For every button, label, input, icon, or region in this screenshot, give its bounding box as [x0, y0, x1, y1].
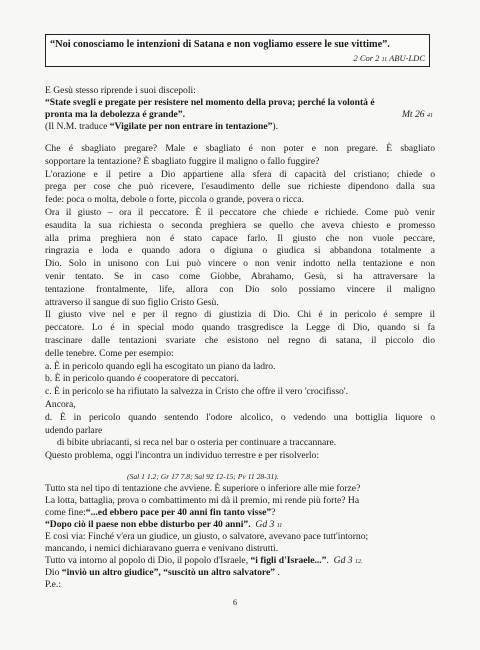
page-number: 6	[233, 598, 237, 607]
closing-line-1: Tutto sta nel tipo di tentazione che avviene. È superiore o inferiore alle mie forze?	[45, 483, 361, 494]
closing-line-9: P.e.:	[45, 579, 61, 590]
body-line: a. È in pericolo quando egli ha escogitato un piano da ladro.	[45, 360, 276, 372]
body-line: fede: poca o molta, debole o forte, piccola o grande, povera o ricca.	[45, 194, 304, 206]
closing-line-7: Tutto va intorno al popolo di Dio, il popolo d'Israele, “i figli d'Israele...”. Gd 3 12.	[45, 555, 363, 566]
closing-line-4: “Dopo ciò il paese non ebbe disturbo per 40 anni”. Gd 3 11	[45, 519, 283, 530]
closing-line-5: E così via: Finché v'era un giudice, un giusto, o salvatore, avevano pace tutt'intorno;	[45, 531, 369, 542]
body-line: trascinare dalle tentazioni svariate che esistono nel regno di satana, il piccolo dio	[45, 335, 435, 346]
bible-references: (Sal 1 1.2; Gr 17 7.8; Sal 92 12-15; Pv 11 28-31).	[127, 472, 279, 481]
body-line: esaudita la sua richiesta o seconda preghiera se quello che aveva chiesto e promesso	[45, 219, 435, 231]
closing-line-2: La lotta, battaglia, prova o combattimento mi dà il premio, mi rende più forte? Ha	[45, 495, 360, 506]
body-line: di bibite ubriacanti, si reca nel bar o osteria per continuare a traccannare.	[57, 437, 337, 449]
body-line: alla prima preghiera non é stato capace farlo. Il giusto che non vuole peccare,	[45, 232, 435, 244]
intro-line-1: E Gesù stesso riprende i suoi discepoli:	[45, 85, 196, 96]
body-line: attraverso il sangue di suo figlio Cristo Gesù.	[45, 296, 219, 308]
body-line: c. È in pericolo se ha rifiutato la salvezza in Cristo che offre il vero 'crocifisso'.	[45, 386, 348, 398]
body-line: udendo parlare	[45, 424, 103, 436]
quote-box	[45, 34, 430, 67]
body-line: tentazione frontalmente, life, allora con Dio solo possiamo vincere il maligno	[45, 283, 435, 295]
body-line: sopportare la tentazione? È sbagliato fuggire il maligno o fallo fuggire?	[45, 155, 320, 167]
closing-line-3: come fine:“...ed ebbero pace per 40 anni fin tanto visse”?	[45, 507, 276, 518]
body-line: peccatore. Lo é in special modo quando trasgredisce la Legge di Dio, quando si fa	[45, 322, 435, 334]
body-line: Il giusto vive nel e per il regno di giustizia di Dio. Chi é in pericolo é sempre il	[45, 309, 435, 321]
body-line: L'orazione e il petire a Dio appartiene alla sfera di capacità del cristiano; chiede o	[45, 168, 435, 180]
body-line: delle tenebre. Come per esempio:	[45, 347, 174, 359]
closing-line-6: mancando, i nemici dichiaravano guerra e venivano distrutti.	[45, 543, 279, 554]
body-line: prega per cose che può ricevere, l'esaudimento delle sue richieste dipendono dalla sua	[45, 181, 435, 193]
body-line: d. È in pericolo quando sentendo l'odore alcolico, o vedendo una bottiglia liquore o	[45, 411, 435, 423]
body-line: Dio. Solo in unisono con Lui può vincere o non venir indotto nella tentazione e non	[45, 258, 435, 270]
intro-line-3: pronta ma la debolezza é grande”. Mt 26 41	[45, 109, 433, 120]
body-line: Che é sbagliato pregare? Male e sbagliato é non poter e non pregare. È sbagliato	[45, 143, 435, 154]
body-line: Ora il giusto – ora il peccatore. È il peccatore che chiede e richiede. Come può venir	[45, 207, 435, 218]
body-line: ringrazia e loda e quando adora o digiuna o giudica si abbandona totalmente a	[45, 245, 435, 257]
intro-line-4: (Il N.M. traduce “Vigilate per non entrare in tentazione”).	[45, 121, 278, 132]
body-line: Ancora,	[45, 399, 76, 410]
quote-reference: 2 Cor 2 11 ABU-LDC	[353, 53, 425, 63]
body-line: Questo problema, oggi l'incontra un individuo terrestre e per risolverlo:	[45, 450, 320, 462]
quote-text: “Noi conosciamo le intenzioni di Satana e non vogliamo essere le sue vittime”.	[50, 39, 390, 50]
body-line: venir tentato. Se in caso come Giobbe, Abrahamo, Gesù, si ha attraversare la	[45, 271, 435, 282]
intro-ref: Mt 26 41	[401, 109, 433, 120]
closing-line-8: Dio “inviò un altro giudice”, “suscitò un altro salvatore” .	[45, 567, 280, 578]
body-line: b. È in pericolo quando é cooperatore di peccatori.	[45, 373, 239, 385]
intro-line-2: “State svegli e pregate per resistere nel momento della prova; perché la volontà é	[45, 97, 375, 108]
